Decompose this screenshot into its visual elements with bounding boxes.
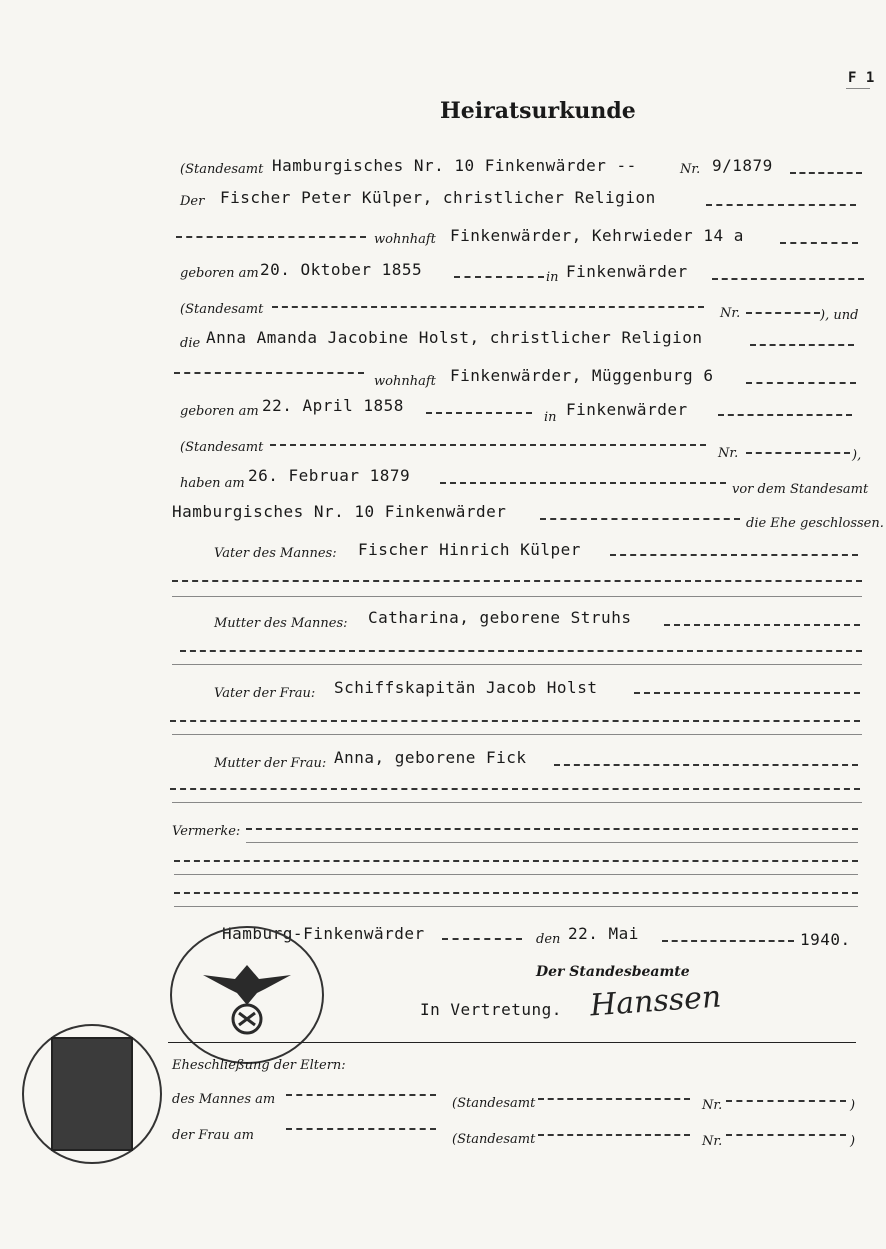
fill-line (538, 1098, 690, 1100)
bride-standesamt-label: (Standesamt (180, 440, 264, 455)
rule (172, 802, 862, 803)
fill-line (286, 1094, 436, 1096)
marriage-date: 26. Februar 1879 (248, 466, 411, 485)
fill-line (712, 278, 864, 280)
fill-line (554, 764, 858, 766)
rule (172, 664, 862, 665)
groom-value: Fischer Peter Külper, christlicher Religion (220, 188, 656, 207)
bride-birth-date: 22. April 1858 (262, 396, 404, 415)
fill-line (726, 1100, 846, 1102)
fill-line (440, 482, 726, 484)
bride-value: Anna Amanda Jacobine Holst, christlicher Religion (206, 328, 703, 347)
der-frau-am-label: der Frau am (172, 1128, 254, 1143)
fill-line (454, 276, 544, 278)
fill-line (426, 412, 532, 414)
groom-born-label: geboren am (180, 266, 259, 281)
mutter-mann-label: Mutter des Mannes: (214, 616, 348, 631)
mother-bride-value: Anna, geborene Fick (334, 748, 527, 767)
eheschliessung-label: Eheschließung der Eltern: (172, 1058, 346, 1073)
groom-birth-place: Finkenwärder (566, 262, 688, 281)
groom-in-label: in (546, 270, 559, 285)
rule (172, 596, 862, 597)
vater-mann-label: Vater des Mannes: (214, 546, 337, 561)
fill-line (176, 236, 366, 238)
parents-bride-nr-label: Nr. (702, 1134, 723, 1149)
issue-date: 22. Mai (568, 924, 639, 943)
parents-groom-standesamt-label: (Standesamt (452, 1096, 536, 1111)
father-bride-value: Schiffskapitän Jacob Holst (334, 678, 598, 697)
bride-nr-label: Nr. (718, 446, 739, 461)
haben-am-label: haben am (180, 476, 245, 491)
fill-line (538, 1134, 690, 1136)
fill-line (790, 172, 862, 174)
revenue-stamp-icon (51, 1037, 133, 1151)
fill-line (726, 1134, 846, 1136)
fill-line (746, 312, 820, 314)
fill-line (170, 788, 860, 790)
des-mannes-am-label: des Mannes am (172, 1092, 276, 1107)
standesamt-value: Hamburgisches Nr. 10 Finkenwärder -- (272, 156, 637, 175)
father-groom-value: Fischer Hinrich Külper (358, 540, 581, 559)
der-label: Der (180, 194, 205, 209)
bride-wohnhaft-label: wohnhaft (374, 374, 436, 389)
fill-line (174, 860, 858, 862)
bride-in-label: in (544, 410, 557, 425)
fill-line (170, 720, 860, 722)
fill-line (662, 940, 794, 942)
bride-born-label: geboren am (180, 404, 259, 419)
rule (174, 906, 858, 907)
rule (172, 734, 862, 735)
fill-line (246, 828, 858, 830)
groom-standesamt-label: (Standesamt (180, 302, 264, 317)
fee-stamp (22, 1024, 162, 1164)
wohnhaft-label: wohnhaft (374, 232, 436, 247)
fill-line (718, 414, 852, 416)
bride-birth-place: Finkenwärder (566, 400, 688, 419)
in-vertretung: In Vertretung. (420, 1000, 562, 1019)
fill-line (174, 372, 364, 374)
standesbeamte-label: Der Standesbeamte (536, 964, 690, 980)
marriage-office: Hamburgisches Nr. 10 Finkenwärder (172, 502, 507, 521)
parents-groom-nr-label: Nr. (702, 1098, 723, 1113)
fill-line (746, 382, 856, 384)
mother-groom-value: Catharina, geborene Struhs (368, 608, 632, 627)
die-label: die (180, 336, 201, 351)
groom-nr-label: Nr. (720, 306, 741, 321)
rule (174, 874, 858, 875)
close-paren: ), (852, 448, 862, 463)
signature: Hanssen (588, 979, 723, 1024)
den-label: den (536, 932, 561, 947)
und-label: ), und (820, 308, 859, 323)
fill-line (180, 650, 862, 652)
fill-line (270, 444, 706, 446)
vermerke-label: Vermerke: (172, 824, 241, 839)
fill-line (272, 306, 704, 308)
bride-residence-value: Finkenwärder, Müggenburg 6 (450, 366, 714, 385)
fill-line (442, 938, 522, 940)
official-seal (170, 926, 324, 1064)
rule (246, 842, 858, 843)
issue-place: Hamburg-Finkenwärder (222, 924, 425, 943)
fill-line (664, 624, 860, 626)
vor-dem-label: vor dem Standesamt (732, 482, 869, 497)
groom-residence-value: Finkenwärder, Kehrwieder 14 a (450, 226, 744, 245)
fill-line (634, 692, 860, 694)
divider (168, 1042, 856, 1043)
fill-line (286, 1128, 436, 1130)
fill-line (172, 580, 862, 582)
issue-year: 1940. (800, 930, 851, 949)
ehe-label: die Ehe geschlossen. (746, 516, 884, 531)
eagle-emblem-icon (187, 945, 307, 1045)
mutter-frau-label: Mutter der Frau: (214, 756, 327, 771)
fill-line (540, 518, 740, 520)
close-paren: ) (850, 1098, 856, 1113)
nr-label: Nr. (680, 162, 701, 177)
close-paren: ) (850, 1134, 856, 1149)
document-code: F 1 (848, 70, 875, 86)
vater-frau-label: Vater der Frau: (214, 686, 316, 701)
parents-bride-standesamt-label: (Standesamt (452, 1132, 536, 1147)
fill-line (750, 344, 854, 346)
fill-line (706, 204, 856, 206)
register-number: 9/1879 (712, 156, 773, 175)
fill-line (780, 242, 858, 244)
fill-line (610, 554, 858, 556)
document-code-underline (846, 88, 870, 89)
fill-line (174, 892, 858, 894)
fill-line (746, 452, 850, 454)
standesamt-label: (Standesamt (180, 162, 264, 177)
document-title: Heiratsurkunde (440, 98, 636, 124)
groom-birth-date: 20. Oktober 1855 (260, 260, 423, 279)
